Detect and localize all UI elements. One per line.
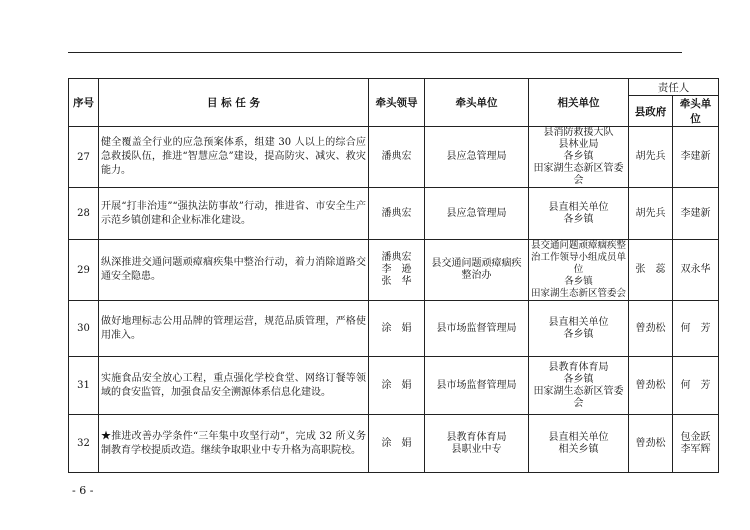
table-row [69, 357, 719, 415]
row-leader: 潘典宏 [369, 188, 425, 240]
row-leader: 涂 娟 [369, 415, 425, 473]
header-task: 目 标 任 务 [99, 79, 369, 127]
header-seq: 序号 [69, 79, 99, 127]
table-row [69, 127, 719, 188]
row-gov: 胡先兵 [629, 188, 673, 240]
row-related: 县教育体育局 各乡镇 田家湖生态新区管委会 [529, 357, 629, 415]
header-leader: 牵头领导 [369, 79, 425, 127]
header-related: 相关单位 [529, 79, 629, 127]
row-owner: 双永华 [673, 240, 719, 301]
row-lead-unit: 县应急管理局 [425, 188, 529, 240]
header-responsible: 责任人 [629, 79, 719, 96]
row-leader: 涂 娟 [369, 301, 425, 357]
row-related: 县直相关单位 相关乡镇 [529, 415, 629, 473]
row-owner: 包金跃 李军辉 [673, 415, 719, 473]
row-owner: 何 芳 [673, 301, 719, 357]
row-related: 县直相关单位 各乡镇 [529, 301, 629, 357]
row-lead-unit: 县市场监督管理局 [425, 357, 529, 415]
row-seq: 27 [69, 127, 99, 188]
row-lead-unit: 县市场监督管理局 [425, 301, 529, 357]
row-related: 县直相关单位 各乡镇 [529, 188, 629, 240]
row-owner: 李建新 [673, 188, 719, 240]
row-seq: 31 [69, 357, 99, 415]
row-task: 开展“打非治违”“强执法防事故”行动，推进省、市安全生产示范乡镇创建和企业标准化建设。 [99, 188, 369, 240]
row-task: 健全覆盖全行业的应急预案体系，组建 30 人以上的综合应急救援队伍，推进“智慧应急”建设，提高防灾、减灾、救灾能力。 [99, 127, 369, 188]
row-lead-unit: 县教育体育局 县职业中专 [425, 415, 529, 473]
row-leader: 潘典宏 [369, 127, 425, 188]
header-county-gov: 县政府 [629, 96, 673, 127]
row-seq: 28 [69, 188, 99, 240]
page-number: - 6 - [72, 484, 94, 497]
row-seq: 29 [69, 240, 99, 301]
row-gov: 曾劲松 [629, 301, 673, 357]
row-gov: 曾劲松 [629, 357, 673, 415]
row-leader: 潘典宏 李 逊 张 华 [369, 240, 425, 301]
row-lead-unit: 县应急管理局 [425, 127, 529, 188]
row-lead-unit: 县交通问题顽瘴痼疾 整治办 [425, 240, 529, 301]
header-lead-unit: 牵头单位 [425, 79, 529, 127]
row-task: 做好地理标志公用品牌的管理运营，规范品质管理，严格使用准入。 [99, 301, 369, 357]
row-owner: 何 芳 [673, 357, 719, 415]
page-top-rule [68, 52, 682, 53]
table-row [69, 301, 719, 357]
row-task: 纵深推进交通问题顽瘴痼疾集中整治行动，着力消除道路交通安全隐患。 [99, 240, 369, 301]
header-lead-owner: 牵头单位 [673, 96, 719, 127]
row-task: 实施食品安全放心工程，重点强化学校食堂、网络订餐等领域的食安监管，加强食品安全溯源体系信息化建设。 [99, 357, 369, 415]
row-leader: 涂 娟 [369, 357, 425, 415]
row-seq: 32 [69, 415, 99, 473]
table-row [69, 188, 719, 240]
table-row [69, 415, 719, 473]
task-table [68, 78, 719, 473]
row-task: ★推进改善办学条件“三年集中攻坚行动”，完成 32 所义务制教育学校提质改造。继续争取职业中专升格为高职院校。 [99, 415, 369, 473]
row-gov: 胡先兵 [629, 127, 673, 188]
row-seq: 30 [69, 301, 99, 357]
row-gov: 曾劲松 [629, 415, 673, 473]
table-row [69, 240, 719, 301]
row-gov: 张 蕊 [629, 240, 673, 301]
row-owner: 李建新 [673, 127, 719, 188]
row-related: 县消防救援大队 县林业局 各乡镇 田家湖生态新区管委会 [529, 127, 629, 188]
row-related: 县交通问题顽瘴痼疾整 治工作领导小组成员单位 各乡镇 田家湖生态新区管委会 [529, 240, 629, 301]
